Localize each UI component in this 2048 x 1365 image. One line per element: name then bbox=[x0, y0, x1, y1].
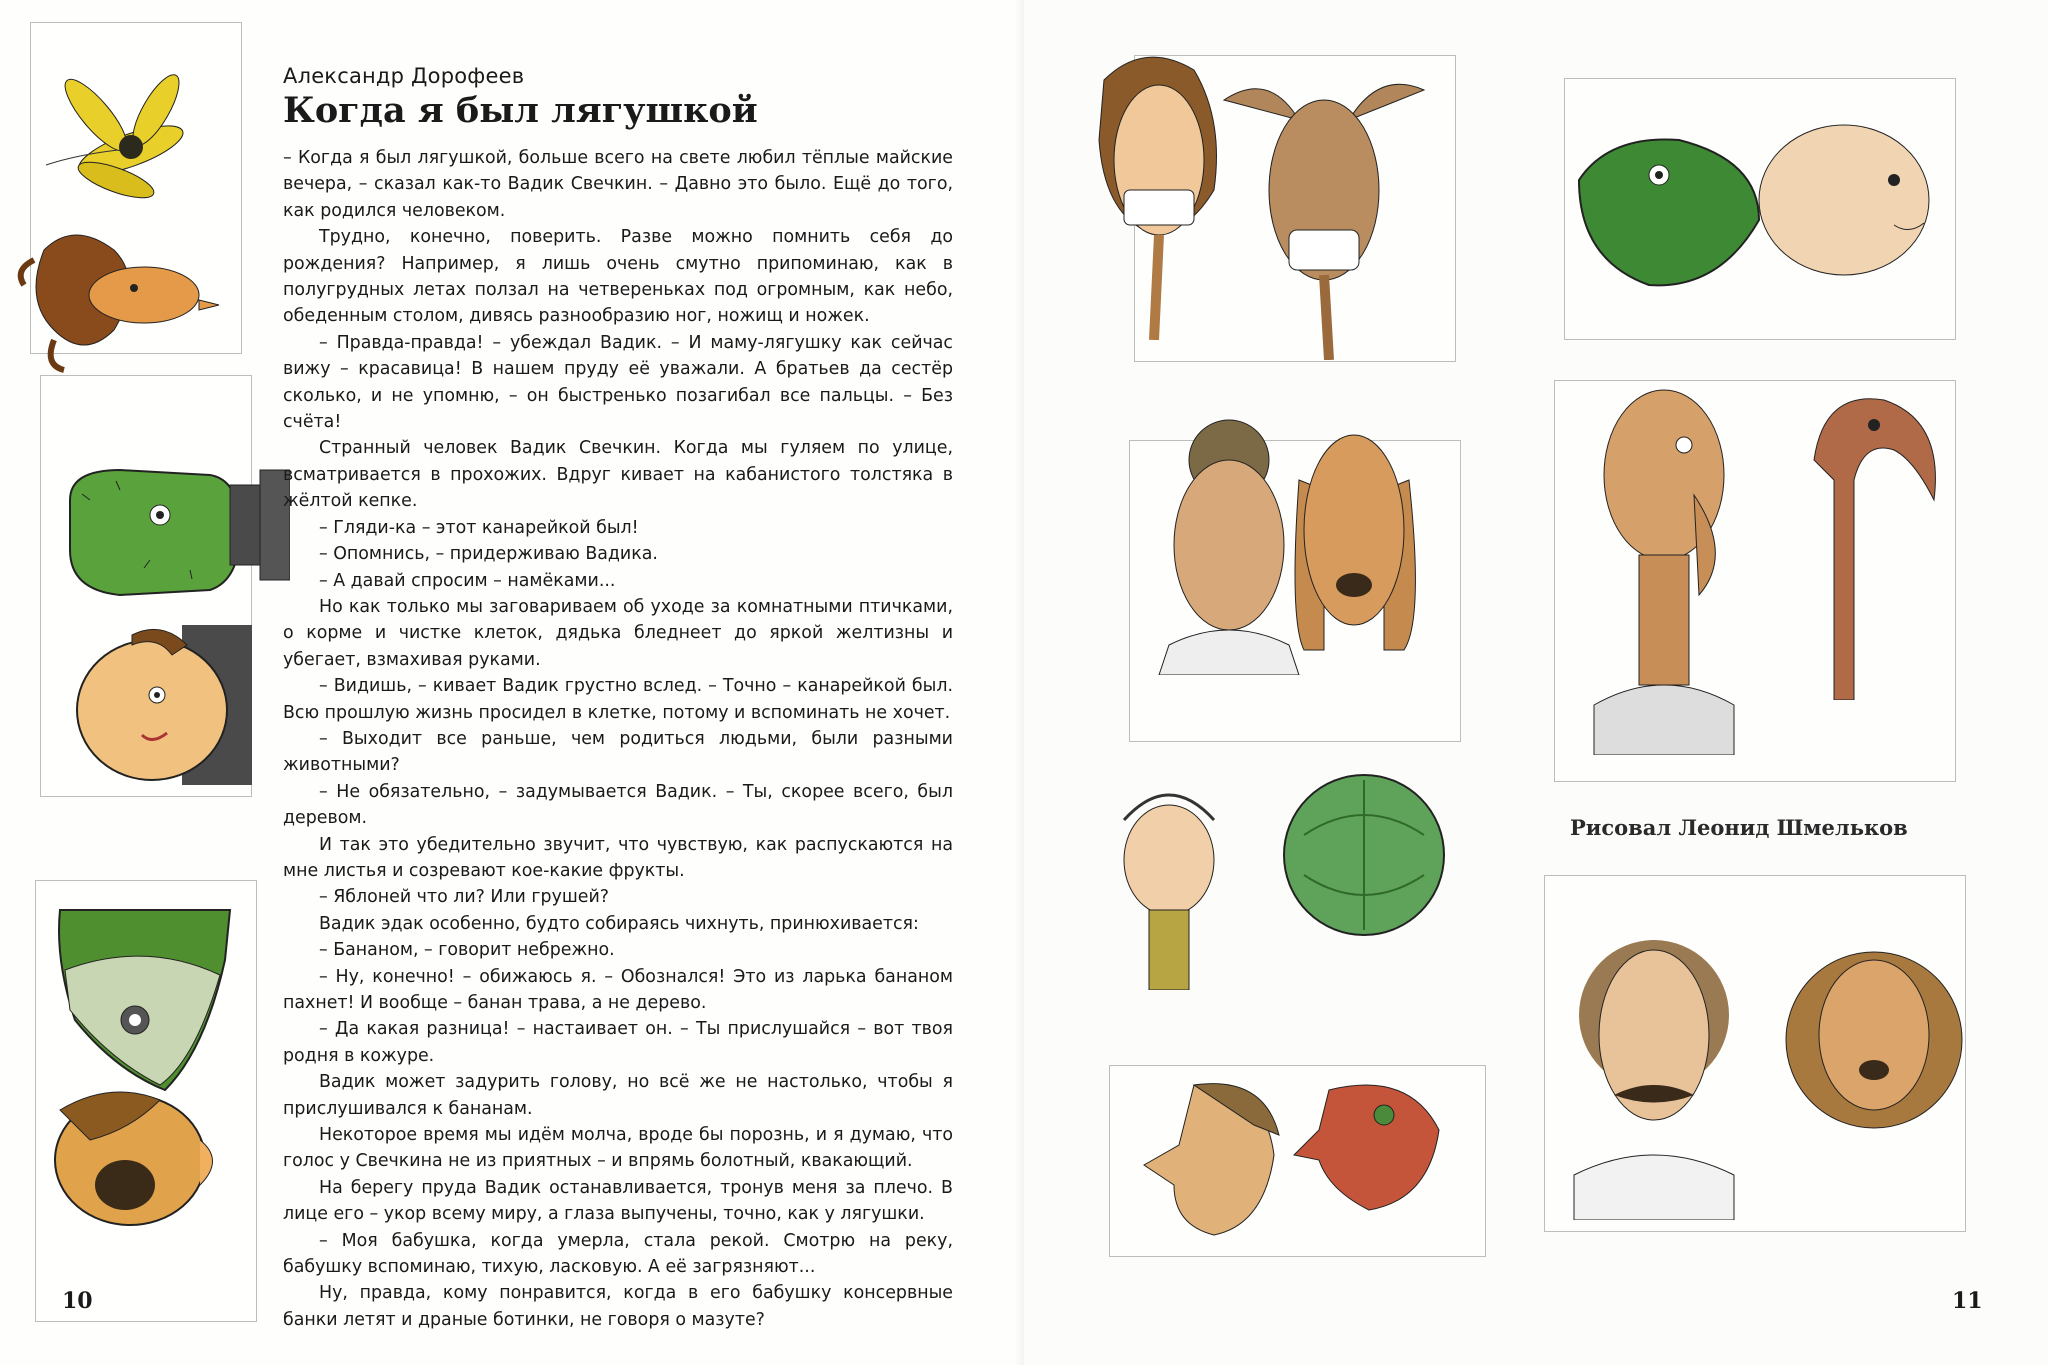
page-number-left: 10 bbox=[62, 1288, 93, 1314]
chicken-illustration bbox=[50, 1070, 230, 1235]
bald-man-illustration bbox=[1744, 115, 1944, 290]
paragraph: Ну, правда, кому понравится, когда в его бабушку консервные банки летят и драные ботинки, не говоря о мазуте? bbox=[283, 1283, 953, 1330]
paragraph: – Да какая разница! – настаивает он. – Ты прислушайся – вот твоя родня в кожуре. bbox=[283, 1019, 953, 1066]
paragraph: – Опомнись, – придерживаю Вадика. bbox=[319, 544, 658, 565]
mustached-man-illustration bbox=[1564, 925, 1744, 1220]
paragraph: Вадик может задурить голову, но всё же не настолько, чтобы я прислушивался к бананам. bbox=[283, 1072, 953, 1119]
cabbage-illustration bbox=[1274, 765, 1454, 940]
paragraph: И так это убедительно звучит, что чувствую, как распускаются на мне листья и созревают кое-какие фрукты. bbox=[283, 834, 953, 881]
old-man-illustration bbox=[1104, 780, 1234, 990]
boy-head-illustration bbox=[62, 615, 252, 790]
long-nose-man-illustration bbox=[1584, 385, 1744, 755]
story-text bbox=[283, 145, 953, 1333]
paragraph: – Бананом, – говорит небрежно. bbox=[319, 940, 615, 961]
cactus-head-illustration bbox=[60, 450, 290, 615]
author-name: Александр Дорофеев bbox=[283, 64, 525, 88]
bird-face-illustration bbox=[1289, 1070, 1449, 1215]
paragraph: На берегу пруда Вадик останавливается, тронув меня за плечо. В лице его – укор всему миру, а глаза выпучены, точно, как у лягушки. bbox=[283, 1177, 953, 1225]
paragraph: – Ну, конечно! – обижаюсь я. – Обознался! Это из ларька бананом пахнет! И вообще – банан трава, а не дерево. bbox=[283, 966, 953, 1013]
woman-face-illustration bbox=[1084, 40, 1234, 340]
profile-man-illustration bbox=[1134, 1075, 1294, 1245]
paragraph: – Моя бабушка, когда умерла, стала рекой. Смотрю на реку, бабушку вспоминаю, тихую, ласковую. А её загрязняют... bbox=[283, 1230, 953, 1278]
paragraph: – А давай спросим – намёками... bbox=[319, 570, 616, 591]
paragraph: – Видишь, – кивает Вадик грустно вслед. – Точно – канарейкой был. Всю прошлую жизнь просидел в клетке, потому и вспоминать не хочет. bbox=[283, 676, 953, 723]
girl-head-illustration bbox=[14, 210, 224, 375]
illustrator-credit: Рисовал Леонид Шмельков bbox=[1570, 815, 1908, 840]
paragraph: – Гляди-ка – этот канарейкой был! bbox=[319, 517, 639, 538]
page-number-right: 11 bbox=[1952, 1288, 1983, 1314]
flower-illustration bbox=[36, 55, 206, 205]
paragraph: Но как только мы заговариваем об уходе за комнатными птичками, о корме и чистке клеток, дядька бледнеет до яркой желтизны и убегает, взмахивая руками. bbox=[283, 596, 953, 670]
lion-face-illustration bbox=[1784, 920, 1964, 1165]
donkey-face-illustration bbox=[1219, 60, 1429, 360]
paragraph: – Не обязательно, – задумывается Вадик. – Ты, скорее всего, был деревом. bbox=[283, 781, 953, 829]
paragraph: Некоторое время мы идём молча, вроде бы порознь, и я думаю, что голос у Свечкина не из приятных – и впрямь болотный, квакающий. bbox=[283, 1125, 953, 1172]
paragraph: – Выходит все раньше, чем родиться людьми, были разными животными? bbox=[283, 728, 953, 776]
flamingo-illustration bbox=[1774, 380, 1954, 700]
dinosaur-head-illustration bbox=[1569, 120, 1769, 295]
right-page bbox=[1024, 0, 2048, 1365]
paragraph: – Правда-правда! – убеждал Вадик. – И маму-лягушку как сейчас вижу – красавица! В нашем пруду её уважали. А братьев да сестёр сколько, и не упомню, – он быстренько позагибал все пальцы. – Без счёта! bbox=[283, 332, 953, 433]
paragraph: – Яблоней что ли? Или грушей? bbox=[319, 887, 610, 908]
paragraph: Странный человек Вадик Свечкин. Когда мы гуляем по улице, всматривается в прохожих. Вдруг кивает на кабанистого толстяка в жёлтой кепке. bbox=[283, 438, 953, 512]
paragraph: Вадик эдак особенно, будто собираясь чихнуть, принюхивается: bbox=[319, 913, 919, 934]
paragraph: Трудно, конечно, поверить. Разве можно помнить себя до рождения? Например, я лишь очень смутно припоминаю, как в полугрудных летах ползал на четвереньках под огромным, как небо, обеденным столом, дивясь разнообразию ног, ножищ и ножек. bbox=[283, 227, 953, 327]
paragraph: – Когда я был лягушкой, больше всего на свете любил тёплые майские вечера, – сказал как-то Вадик Свечкин. – Давно это было. Ещё до того, как родился человеком. bbox=[283, 148, 953, 221]
story-title: Когда я был лягушкой bbox=[283, 90, 758, 131]
dog-face-illustration bbox=[1279, 420, 1429, 680]
